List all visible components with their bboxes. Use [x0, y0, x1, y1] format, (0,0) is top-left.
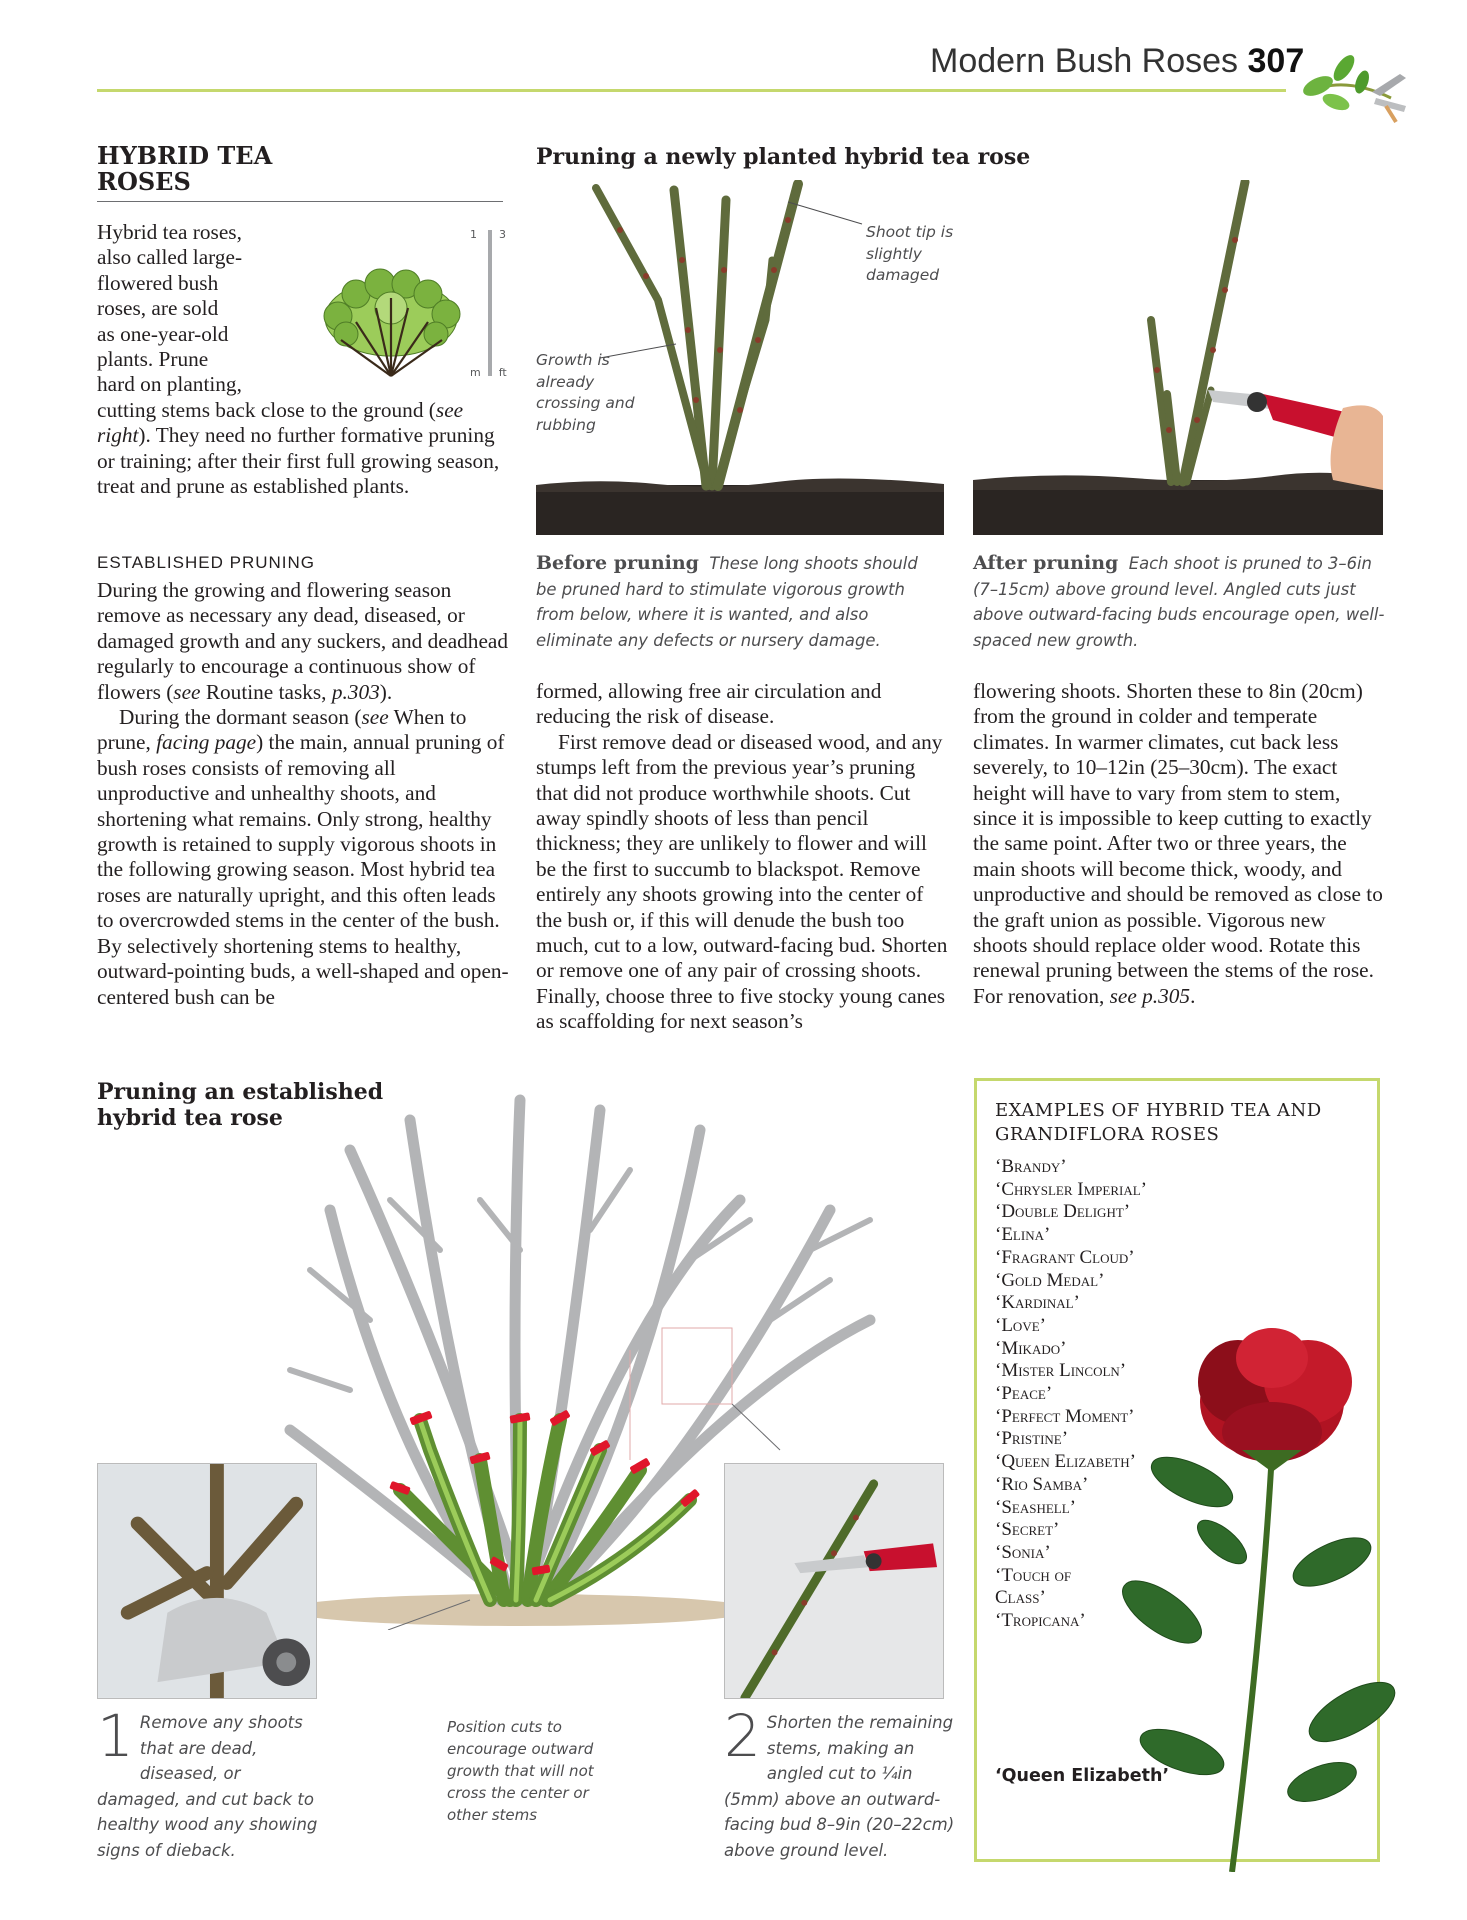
text-run: ) the main, annual pruning of bush roses consists of removing all unproductive and unhealthy shoots, and shortening what remains. Only strong, healthy growth is retained to supply vigorous shoots in the following growing season. Most hybrid tea roses are naturally upright, and this often leads to overcrowded stems in the center of the bush. By selectively shortening stems to healthy, outward-pointing buds, a well-shaped and open-centered bush can be — [97, 730, 509, 1009]
scale-top-right: 3 — [499, 228, 506, 241]
caption-label: After pruning — [973, 552, 1119, 574]
caption-text: These long shoots should be pruned hard to stimulate vigorous growth from below, where it is wanted, and also eliminate any defects or nursery damage. — [536, 554, 918, 650]
paragraph — [97, 578, 509, 705]
list-item: ‘Sonia’ — [995, 1541, 1051, 1563]
list-item: ‘Chrysler Imperial’ — [995, 1178, 1147, 1200]
text-run: During the growing and flowering season remove as necessary any dead, diseased, or damaged growth and any suckers, and deadhead regularly to encourage a continuous show of flowers ( — [97, 578, 508, 704]
label-crossing-growth: Growth is already crossing and rubbing — [536, 351, 635, 434]
body-column-3 — [973, 679, 1385, 1009]
intro-line: hard on planting, — [97, 372, 242, 397]
figure-title-line2: hybrid tea rose — [97, 1105, 283, 1131]
inset-photo-remove-dead-wood — [97, 1463, 317, 1699]
paragraph: formed, allowing free air circulation and reducing the risk of disease. — [536, 679, 882, 729]
list-item: ‘Double Delight’ — [995, 1201, 1131, 1223]
list-item: ‘Peace’ — [995, 1383, 1053, 1405]
label-position-cuts: Position cuts to encourage outward growth that will not cross the center or other stems — [447, 1718, 594, 1824]
text-run: see — [173, 679, 201, 704]
step-text: Shorten the remaining stems, making an angled cut to ¼in (5mm) above an outward-facing bud 8–9in (20–22cm) above ground level. — [724, 1713, 955, 1860]
list-item: ‘Perfect Moment’ — [995, 1405, 1135, 1427]
running-title: Modern Bush Roses — [930, 42, 1239, 80]
text-run: ). — [379, 679, 393, 704]
figure-title-new-planting: Pruning a newly planted hybrid tea rose — [536, 144, 1031, 170]
paragraph: First remove dead or diseased wood, and any stumps left from the previous year’s pruning that did not produce worthwhile shoots. Cut away spindly shoots of less than pencil thickness; they are unlikely to flower and will be the first to succumb to blackspot. Remove entirely any shoots growing into the center of the bush or, if this will denude the bush too much, cut to a low, outward-facing bud. Shorten or remove one of any pair of crossing shoots. Finally, choose three to five stocky young canes as scaffolding for next season’s — [536, 729, 948, 1034]
step-2-caption — [724, 1702, 964, 1863]
list-item: ‘Rio Samba’ — [995, 1473, 1089, 1495]
list-item: ‘Elina’ — [995, 1224, 1051, 1246]
established-pruning-heading: ESTABLISHED PRUNING — [97, 553, 316, 572]
list-item: ‘Secret’ — [995, 1519, 1060, 1541]
figure-title-line1: Pruning an established — [97, 1079, 384, 1105]
text-run: . — [1190, 983, 1196, 1008]
scale-bottom-labels — [470, 366, 507, 379]
scale-top-left: 1 — [470, 228, 477, 241]
cross-reference: p.303 — [331, 679, 380, 704]
list-item: ‘Fragrant Cloud’ — [995, 1246, 1135, 1268]
scale-bottom-left: m — [470, 366, 481, 379]
caption-label: Before pruning — [536, 552, 699, 574]
section-title — [97, 143, 497, 195]
body-column-1 — [97, 578, 509, 1010]
intro-line: flowered bush — [97, 270, 219, 295]
list-item: ‘Brandy’ — [995, 1156, 1067, 1177]
intro-text — [97, 220, 277, 398]
list-item: ‘Gold Medal’ — [995, 1269, 1105, 1291]
intro-line: as one-year-old — [97, 321, 229, 346]
scale-bottom-right: ft — [498, 366, 507, 379]
intro-line: also called large- — [97, 245, 243, 270]
rose-photo-caption: ‘Queen Elizabeth’ — [995, 1766, 1170, 1786]
list-item: ‘Mikado’ — [995, 1337, 1067, 1359]
section-title-line1: HYBRID TEA — [97, 141, 273, 170]
scale-top-labels — [470, 228, 506, 241]
caption-text: Each shoot is pruned to 3–6in (7–15cm) above ground level. Angled cuts just above outward-facing buds encourage open, well-spaced new growth. — [973, 554, 1385, 650]
list-item: ‘Love’ — [995, 1314, 1046, 1336]
after-pruning-photo — [973, 180, 1383, 535]
list-item: ‘Touch of — [995, 1564, 1072, 1586]
caption-after-pruning — [973, 551, 1393, 653]
text-run: see — [361, 705, 389, 730]
list-item: ‘Mister Lincoln’ — [995, 1360, 1127, 1382]
intro-line: plants. Prune — [97, 347, 209, 372]
intro-line: roses, are sold — [97, 296, 219, 321]
list-item: ‘Pristine’ — [995, 1428, 1069, 1450]
list-item: ‘Seashell’ — [995, 1496, 1076, 1518]
text-run: During the dormant season ( — [119, 705, 362, 730]
header-rule — [97, 89, 1286, 92]
list-item: ‘Tropicana’ — [995, 1610, 1086, 1632]
caption-before-pruning — [536, 551, 936, 653]
cross-reference: see right — [97, 398, 464, 448]
section-title-line2: ROSES — [97, 167, 191, 196]
list-item: ‘Queen Elizabeth’ — [995, 1451, 1136, 1473]
intro-rest: ). They need no further formative pruning or training; after their first full growing season, treat and prune as established plants. — [97, 423, 500, 499]
list-item: ‘Kardinal’ — [995, 1292, 1080, 1314]
intro-text-continued — [97, 398, 509, 500]
text-run: Routine tasks, — [200, 679, 332, 704]
section-rule — [97, 201, 503, 202]
list-item: Class’ — [995, 1587, 1046, 1609]
body-column-2 — [536, 679, 948, 1035]
step-1-caption — [97, 1702, 322, 1863]
inset-photo-shorten-stems — [724, 1463, 944, 1699]
rose-sprig-with-pruners-icon — [1296, 34, 1414, 126]
running-head — [930, 42, 1305, 81]
cross-reference: facing page — [156, 730, 257, 755]
bush-size-illustration — [316, 268, 466, 380]
text-run: When to prune, — [97, 705, 467, 755]
paragraph — [973, 679, 1385, 1009]
step-number: 1 — [97, 1702, 134, 1770]
page-number: 307 — [1247, 42, 1305, 80]
step-number: 2 — [724, 1702, 761, 1770]
paragraph — [97, 705, 509, 1010]
examples-list — [995, 1156, 1195, 1633]
step-text: Remove any shoots that are dead, diseased, or damaged, and cut back to healthy wood any showing signs of dieback. — [97, 1713, 318, 1860]
intro-line: Hybrid tea roses, — [97, 220, 242, 244]
examples-title: EXAMPLES OF HYBRID TEA AND GRANDIFLORA ROSES — [995, 1100, 1322, 1145]
scale-bar — [468, 228, 512, 378]
label-shoot-tip: Shoot tip is slightly damaged — [866, 223, 954, 284]
intro-rest: cutting stems back close to the ground ( — [97, 398, 436, 422]
cross-reference: see p.305 — [1109, 983, 1191, 1008]
text-run: flowering shoots. Shorten these to 8in (20cm) from the ground in colder and temperate climates. In warmer climates, cut back less severely, to 10–12in (25–30cm). The exact height will have to vary from stem to stem, since it is impossible to keep cutting to exactly the same point. After two or three years, the main shoots will become thick, woody, and unproductive and should be removed as close to the graft union as possible. Vigorous new shoots should replace older wood. Rotate this renewal pruning between the stems of the rose. For renovation, — [973, 679, 1383, 1008]
